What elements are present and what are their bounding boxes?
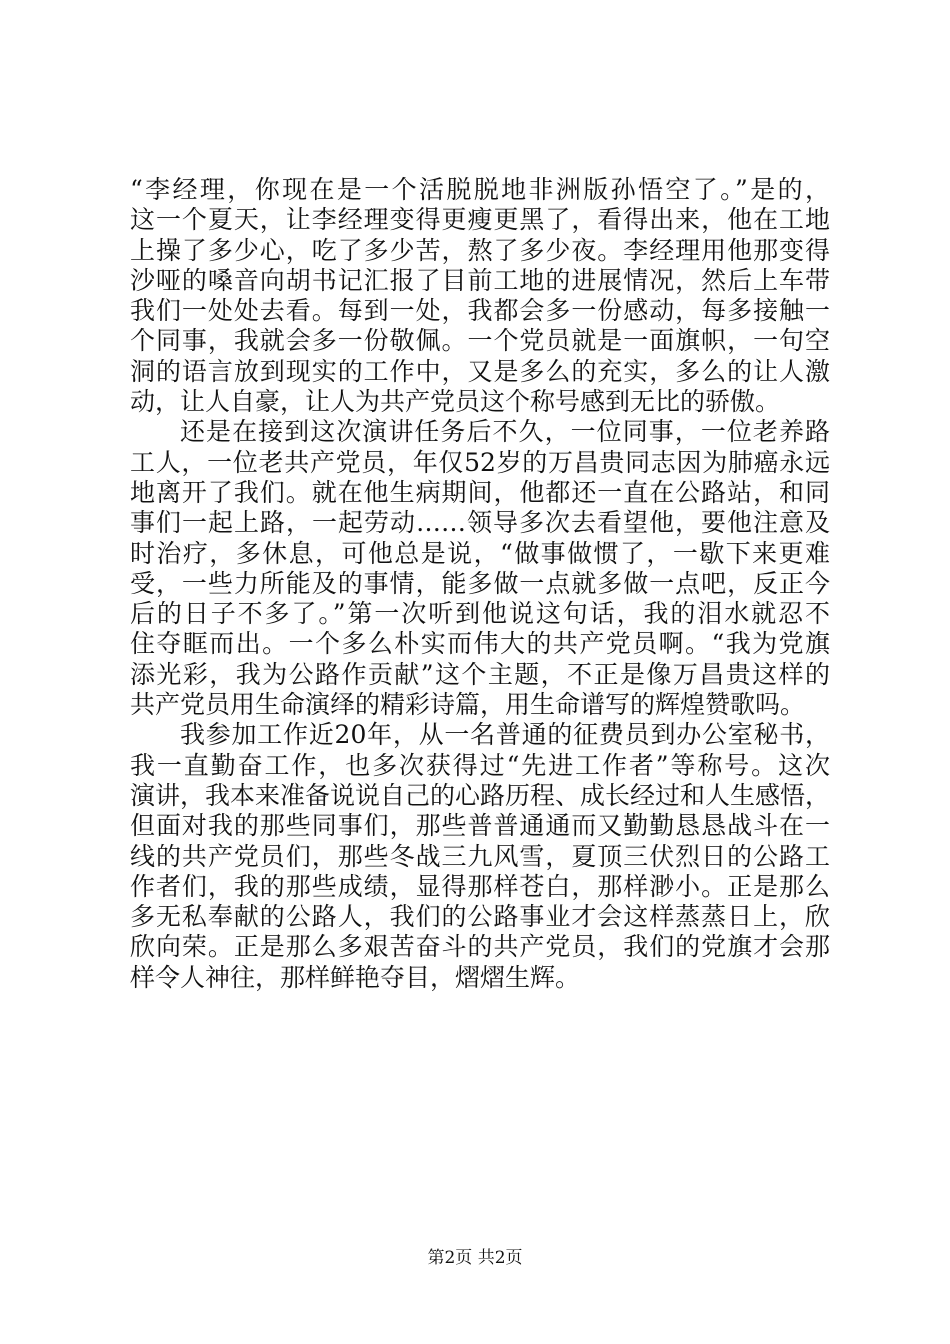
text-line: 沙哑的嗓音向胡书记汇报了目前工地的进展情况，然后上车带 (130, 265, 830, 295)
text-line: 动，让人自豪，让人为共产党员这个称号感到无比的骄傲。 (130, 387, 781, 417)
text-line: 欣向荣。正是那么多艰苦奋斗的共产党员，我们的党旗才会那 (130, 932, 830, 962)
text-line: 后的日子不多了。”第一次听到他说这句话，我的泪水就忍不 (130, 599, 830, 629)
text-line: 但面对我的那些同事们，那些普普通通而又勤勤恳恳战斗在一 (130, 811, 830, 841)
text-line: 住夺眶而出。一个多么朴实而伟大的共产党员啊。“我为党旗 (130, 629, 830, 659)
text-line: 洞的语言放到现实的工作中，又是多么的充实，多么的让人激 (130, 356, 830, 386)
paragraph (130, 175, 830, 417)
paragraph (130, 417, 830, 720)
text-line: 样令人神往，那样鲜艳夺目，熠熠生辉。 (130, 962, 581, 992)
text-line: 这一个夏天，让李经理变得更瘦更黑了，看得出来，他在工地 (130, 205, 830, 235)
text-line: 我一直勤奋工作，也多次获得过“先进工作者”等称号。这次 (130, 750, 830, 780)
text-line: 工人，一位老共产党员，年仅52岁的万昌贵同志因为肺癌永远 (130, 447, 830, 477)
text-line: 受，一些力所能及的事情，能多做一点就多做一点吧，反正今 (130, 568, 830, 598)
text-line: 上操了多少心，吃了多少苦，熬了多少夜。李经理用他那变得 (130, 235, 830, 265)
paragraph (130, 720, 830, 993)
text-line: 个同事，我就会多一份敬佩。一个党员就是一面旗帜，一句空 (130, 326, 830, 356)
text-line: 还是在接到这次演讲任务后不久，一位同事，一位老养路 (180, 417, 830, 447)
text-line: 地离开了我们。就在他生病期间，他都还一直在公路站，和同 (130, 477, 830, 507)
text-line: 共产党员用生命演绎的精彩诗篇，用生命谱写的辉煌赞歌吗。 (130, 690, 806, 720)
text-line: 线的共产党员们，那些冬战三九风雪，夏顶三伏烈日的公路工 (130, 841, 830, 871)
text-line: 我参加工作近20年，从一名普通的征费员到办公室秘书， (180, 720, 830, 750)
text-line: 我们一处处去看。每到一处，我都会多一份感动，每多接触一 (130, 296, 830, 326)
page-footer: 第2页 共2页 (427, 1248, 523, 1268)
text-line: 演讲，我本来准备说说自己的心路历程、成长经过和人生感悟， (130, 780, 831, 810)
text-line: 作者们，我的那些成绩，显得那样苍白，那样渺小。正是那么 (130, 871, 830, 901)
text-line: “李经理，你现在是一个活脱脱地非洲版孙悟空了。”是的， (130, 175, 830, 204)
text-line: 时治疗，多休息，可他总是说，“做事做惯了，一歇下来更难 (130, 538, 830, 568)
text-line: 事们一起上路，一起劳动……领导多次去看望他，要他注意及 (130, 508, 830, 538)
text-line: 多无私奉献的公路人，我们的公路事业才会这样蒸蒸日上，欣 (130, 902, 830, 932)
body-text (130, 175, 830, 993)
text-line: 添光彩，我为公路作贡献”这个主题，不正是像万昌贵这样的 (130, 659, 830, 689)
